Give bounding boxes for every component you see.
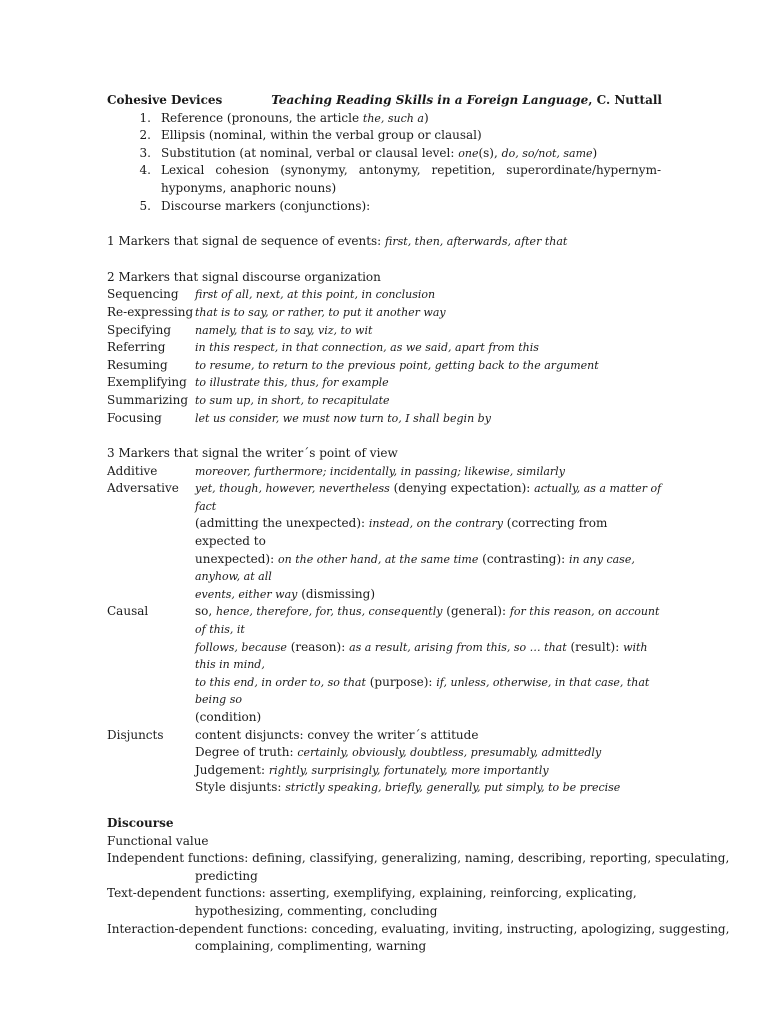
list-item: 1. Reference (pronouns, the article the, such a) (139, 110, 429, 125)
list-item: 5. Discourse markers (conjunctions): (139, 198, 371, 213)
book-title: Teaching Reading Skills in a Foreign Language (271, 93, 589, 107)
section-3-title: 3 Markers that signal the writer´s point of view (107, 446, 398, 461)
disjuncts-row: Disjuncts content disjuncts: convey the writer´s attitude Degree of truth: certainly, obviously, doubtless, presumably, admittedly Judgement: rightly, surprisingly, fortunately, more importantly Style disjunts: strictly speaking, briefly, generally, put simply, to be precise (107, 727, 621, 795)
discourse-subtitle: Functional value (107, 833, 209, 848)
device-list (107, 110, 662, 216)
function-item: Interaction-dependent functions: conceding, evaluating, inviting, instructing, apologizing, suggesting, complaining, complimenting, warning (107, 921, 730, 954)
header (107, 92, 662, 110)
section-1: 1 Markers that signal de sequence of events: first, then, afterwards, after that (107, 234, 568, 249)
list-item: 4. Lexical cohesion (synonymy, antonymy, repetition, superordinate/hypernym-hyponyms, anaphoric nouns) (139, 163, 661, 195)
discourse-title: Discourse (107, 815, 174, 830)
section-2-rows (107, 286, 662, 427)
causal-row: Causal so, hence, therefore, for, thus, consequently (general): for this reason, on account of this, it follows, because (reason): as a result, arising from this, so … that (result): with this in mind, to this end, in order to, so that (purpose): if, unless, otherwise, in that case, that being so (condition) (107, 604, 660, 724)
marker-row: Referring in this respect, in that connection, as we said, apart from this (107, 340, 539, 355)
function-item: Independent functions: defining, classifying, generalizing, naming, describing, reporting, speculating, predicting (107, 851, 730, 883)
marker-row: Resuming to resume, to return to the previous point, getting back to the argument (107, 357, 599, 372)
section-2-title: 2 Markers that signal discourse organization (107, 269, 381, 284)
document-page (107, 92, 730, 956)
list-item: 3. Substitution (at nominal, verbal or clausal level: one(s), do, so/not, same) (139, 145, 598, 160)
adversative-row: Adversative yet, though, however, nevertheless (denying expectation): actually, as a matter of fact (admitting the unexpected): instead, on the contrary (correcting from expected to unexpected): on the other hand, at the same time (contrasting): in any case, anyhow, at all events, either way (dismissing) (107, 481, 662, 601)
additive-row: Additive moreover, furthermore; incidentally, in passing; likewise, similarly (107, 463, 565, 478)
doc-title: Cohesive Devices (107, 93, 223, 107)
source-reference (271, 92, 662, 110)
marker-row: Specifying namely, that is to say, viz, to wit (107, 322, 373, 337)
marker-row: Re-expressing that is to say, or rather, to put it another way (107, 304, 446, 319)
list-item: 2. Ellipsis (nominal, within the verbal group or clausal) (139, 128, 482, 143)
marker-row: Sequencing first of all, next, at this point, in conclusion (107, 287, 436, 302)
marker-row: Exemplifying to illustrate this, thus, for example (107, 375, 389, 390)
function-item: Text-dependent functions: asserting, exemplifying, explaining, reinforcing, explicating, hypothesizing, commenting, concluding (107, 886, 637, 918)
marker-row: Summarizing to sum up, in short, to recapitulate (107, 392, 390, 407)
book-author: , C. Nuttall (588, 93, 662, 107)
marker-row: Focusing let us consider, we must now turn to, I shall begin by (107, 410, 491, 425)
